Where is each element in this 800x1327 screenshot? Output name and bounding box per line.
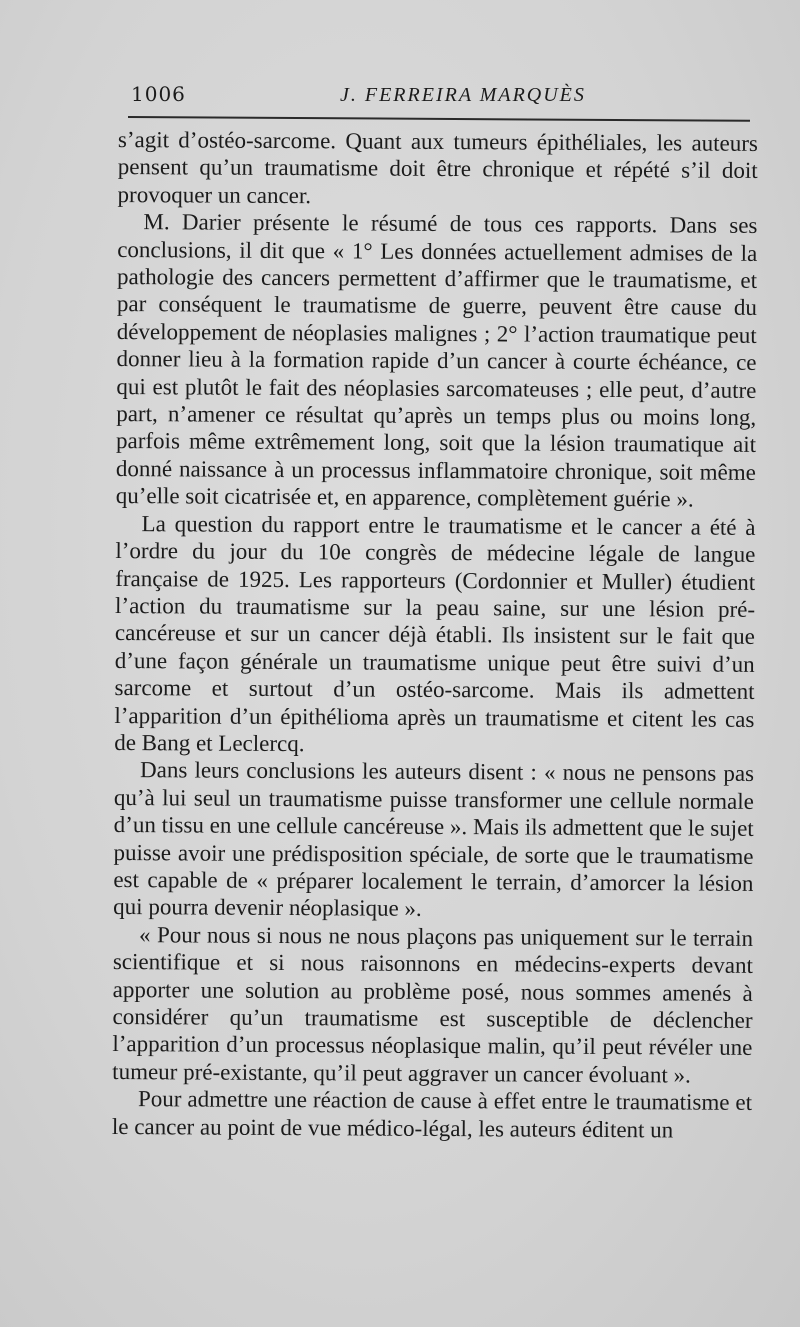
paragraph-3: La question du rapport entre le traumatisme et le cancer a été à l’ordre du jour du 10e congrès de médecine légale de langue française de 1925. Les rapporteurs (Cordonnier et Muller) étudient l’action du traumatisme sur la peau saine, sur une lésion pré-cancéreuse et sur un cancer déjà établi. Ils insistent sur le fait que d’une façon générale un traumatisme unique peut être suivi d’un sarcome et surtout d’un ostéo-sarcome. Mais ils admettent l’apparition d’un épithélioma après un traumatisme et citent les cas de Bang et Leclercq. xyxy=(114,510,756,757)
paragraph-6: Pour admettre une réaction de cause à effet entre le traumatisme et le cancer au point de vue médico-légal, les auteurs éditent un xyxy=(111,1086,753,1143)
page-number: 1006 xyxy=(131,82,186,106)
paragraph-5: « Pour nous si nous ne nous plaçons pas uniquement sur le terrain scientifique et si nous raisonnons en médecins-experts devant apporter une solution au problème posé, nous sommes amenés à considérer qu’un traumatisme est susceptible de déclencher l’apparition d’un processus néoplasique malin, qu’il peut révéler une tumeur pré-existante, qu’il peut aggraver un cancer évoluant ». xyxy=(112,921,754,1088)
paragraph-1: s’agit d’ostéo-sarcome. Quant aux tumeurs épithéliales, les auteurs pensent qu’un traumatisme doit être chronique et répété s’il doit provoquer un cancer. xyxy=(117,126,758,208)
page-header xyxy=(125,78,750,112)
body-text xyxy=(112,126,758,1144)
header-rule xyxy=(128,116,750,122)
paragraph-2: M. Darier présente le résumé de tous ces rapports. Dans ses conclusions, il dit que « 1° Les données actuellement admises de la pathologie des cancers permettent d’affirmer que le traumatisme, et par conséquent le traumatisme de guerre, peuvent être cause du développement de néoplasies malignes ; 2° l’action traumatique peut donner lieu à la formation rapide d’un cancer à courte échéance, ce qui est plutôt le fait des néoplasies sarcomateuses ; elle peut, d’autre part, n’amener ce résultat qu’après un temps plus ou moins long, parfois même extrêmement long, soit que la lésion traumatique ait donné naissance à un processus inflammatoire chronique, soit même qu’elle soit cicatrisée et, en apparence, complètement guérie ». xyxy=(115,209,758,512)
running-title: J. FERREIRA MARQUÈS xyxy=(340,84,586,106)
paragraph-4: Dans leurs conclusions les auteurs disent : « nous ne pensons pas qu’à lui seul un traumatisme puisse transformer une cellule normale d’un tissu en une cellule cancéreuse ». Mais ils admettent que le sujet puisse avoir une prédisposition spéciale, de sorte que le traumatisme est capable de « préparer localement le terrain, d’amorcer la lésion qui pourra devenir néoplasique ». xyxy=(113,757,755,922)
